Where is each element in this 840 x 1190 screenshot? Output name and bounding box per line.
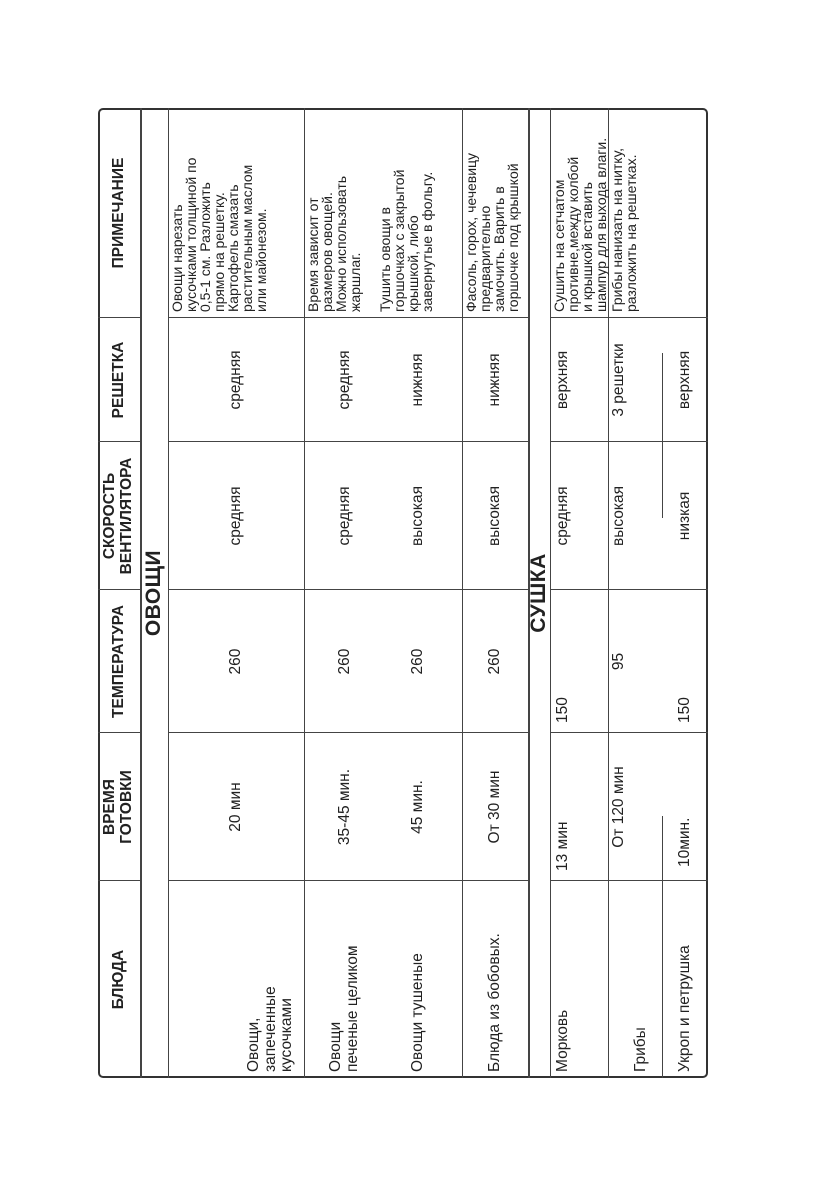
header-fan-speed: СКОРОСТЬ ВЕНТИЛЯТОРА xyxy=(101,457,135,575)
header-note: ПРИМЕЧАНИЕ xyxy=(109,157,127,269)
table-cell-temperature: 260 xyxy=(226,648,244,675)
table-cell-fan: низкая xyxy=(675,491,693,541)
table-cell-dish: Овощи, запеченные кусочками xyxy=(244,986,296,1072)
table-cell-dish: Овощи тушеные xyxy=(408,953,426,1072)
table-cell-rack: верхняя xyxy=(675,350,693,410)
table-cell-fan: средняя xyxy=(335,486,353,546)
table-cell-rack: нижняя xyxy=(408,353,426,407)
table-cell-dish: Морковь xyxy=(553,1009,571,1072)
table-cell-time: 45 мин. xyxy=(408,780,426,834)
table-cell-rack: средняя xyxy=(226,350,244,410)
table-cell-temperature: 260 xyxy=(335,648,353,675)
table-cell-note: Тушить овощи в горшочках с закрытой крышкой, либо завернутые в фольгу. xyxy=(377,169,435,312)
table-cell-time: От 30 мин xyxy=(485,770,503,844)
header-temperature: ТЕМПЕРАТУРА xyxy=(109,605,127,718)
header-dish: БЛЮДА xyxy=(109,949,127,1010)
table-cell-dish: Блюда из бобовых. xyxy=(485,933,503,1072)
table-cell-fan: средняя xyxy=(553,486,571,546)
table-cell-rack: средняя xyxy=(335,350,353,410)
section-title-drying: СУШКА xyxy=(526,553,550,633)
section-title-vegetables: ОВОЩИ xyxy=(141,549,165,637)
table-cell-dish: Укроп и петрушка xyxy=(675,945,693,1072)
header-rack: РЕШЕТКА xyxy=(109,341,127,419)
table-cell-note: Грибы нанизать на нитку, разложить на решетках. xyxy=(609,147,639,312)
table-cell-fan: высокая xyxy=(485,485,503,547)
table-cell-fan: высокая xyxy=(408,485,426,547)
table-cell-time: 20 мин xyxy=(226,782,244,832)
table-cell-note: Сушить на сетчатом противне,между колбой и крышкой вставить шампур для выхода влаги. xyxy=(551,137,609,312)
table-cell-fan: высокая xyxy=(609,485,627,547)
table-cell-temperature: 150 xyxy=(675,697,693,723)
table-cell-dish: Грибы xyxy=(631,1027,649,1072)
table-cell-time: 35-45 мин. xyxy=(335,768,353,846)
table-cell-dish: Овощи печеные целиком xyxy=(327,945,361,1072)
table-cell-note: Овощи нарезать кусочками толщиной по 0,5-1 см. Разложить прямо на решетку. Картофель смазать растительным маслом или майонезом. xyxy=(169,157,269,312)
table-cell-rack: 3 решетки xyxy=(609,343,627,417)
table-cell-temperature: 260 xyxy=(485,648,503,675)
table-cell-rack: верхняя xyxy=(553,350,571,410)
table-cell-temperature: 95 xyxy=(609,652,627,671)
table-cell-note: Фасоль, горох, чечевицу предварительно замочить. Варить в горшочке под крышкой xyxy=(463,152,521,312)
table-cell-temperature: 260 xyxy=(408,648,426,675)
header-time: ВРЕМЯ ГОТОВКИ xyxy=(101,770,135,844)
table-cell-note xyxy=(662,108,708,318)
table-cell-rack: нижняя xyxy=(485,353,503,407)
table-cell-note: Время зависит от размеров овощей. Можно использовать жаршлаг. xyxy=(305,175,363,312)
cooking-table xyxy=(98,108,708,1078)
table-cell-time: 10мин. xyxy=(675,817,693,867)
table-cell-time: От 120 мин xyxy=(609,766,627,848)
table-cell-time: 13 мин xyxy=(553,821,571,871)
table-cell-temperature: 150 xyxy=(553,697,571,723)
table-cell-fan: средняя xyxy=(226,486,244,546)
